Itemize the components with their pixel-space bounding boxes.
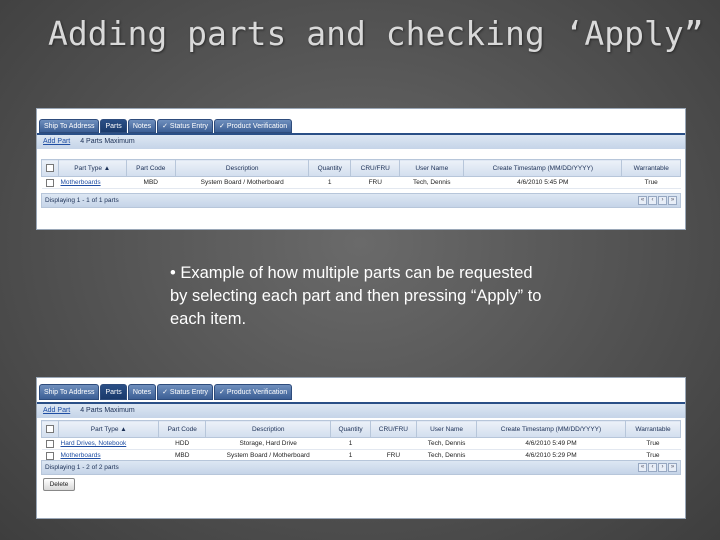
part-code: MBD [159,450,206,462]
part-code: HDD [159,438,206,450]
column-header[interactable]: User Name [400,160,464,177]
tab-product-verification[interactable]: ✓ Product Verification [214,119,292,133]
column-header[interactable]: Part Code [159,421,206,438]
row-checkbox[interactable] [46,440,54,448]
parts-screenshot-single [36,108,686,230]
part-timestamp: 4/6/2010 5:45 PM [464,177,622,189]
prev-page-icon[interactable]: ‹ [648,463,657,472]
tab-notes[interactable]: Notes [128,119,156,133]
next-page-icon[interactable]: › [658,196,667,205]
column-header[interactable]: CRU/FRU [370,421,416,438]
column-header[interactable]: Warrantable [622,160,681,177]
add-part-link[interactable]: Add Part [43,138,71,145]
row-checkbox-cell[interactable] [42,177,59,189]
part-quantity: 1 [331,450,370,462]
part-timestamp: 4/6/2010 5:29 PM [477,450,626,462]
parts-table [41,159,681,189]
tab-ship-to-address[interactable]: Ship To Address [39,119,99,133]
slide-title: Adding parts and checking ‘Apply” [48,14,704,53]
part-cru-fru [370,438,416,450]
tab-status-entry[interactable]: ✓ Status Entry [157,384,213,400]
table-row[interactable] [42,438,681,450]
part-timestamp: 4/6/2010 5:49 PM [477,438,626,450]
column-header[interactable]: Quantity [331,421,370,438]
paging-status: Displaying 1 - 2 of 2 parts [45,464,119,471]
pager [637,463,677,472]
tabs [39,119,293,133]
slide-caption: • Example of how multiple parts can be requested by selecting each part and then pressing “Apply” to each item. [170,264,542,328]
column-header[interactable]: Part Type ▲ [59,160,127,177]
part-warrantable: True [625,450,680,462]
paging-status: Displaying 1 - 1 of 1 parts [45,197,119,204]
row-checkbox[interactable] [46,452,54,460]
parts-limit-label: 4 Parts Maximum [80,138,135,145]
part-quantity: 1 [331,438,370,450]
column-header[interactable]: Create Timestamp (MM/DD/YYYY) [464,160,622,177]
part-user-name: Tech, Dennis [417,450,477,462]
table-row[interactable] [42,177,681,189]
row-checkbox-cell[interactable] [42,438,59,450]
add-part-link[interactable]: Add Part [43,407,71,414]
parts-table [41,420,681,462]
part-type-link[interactable]: Motherboards [59,450,159,462]
tab-bar [37,378,685,402]
first-page-icon[interactable]: « [638,196,647,205]
tab-bar [37,109,685,133]
prev-page-icon[interactable]: ‹ [648,196,657,205]
select-all-header[interactable] [42,160,59,177]
part-cru-fru: FRU [351,177,400,189]
parts-screenshot-multiple [36,377,686,519]
next-page-icon[interactable]: › [658,463,667,472]
tab-ship-to-address[interactable]: Ship To Address [39,384,99,400]
tab-parts[interactable]: Parts [100,119,126,133]
delete-button[interactable]: Delete [43,478,75,491]
column-header[interactable]: CRU/FRU [351,160,400,177]
parts-toolbar [37,133,685,149]
part-user-name: Tech, Dennis [417,438,477,450]
part-description: System Board / Motherboard [205,450,330,462]
column-header[interactable]: Part Type ▲ [59,421,159,438]
tab-status-entry[interactable]: ✓ Status Entry [157,119,213,133]
first-page-icon[interactable]: « [638,463,647,472]
row-checkbox[interactable] [46,179,54,187]
column-header[interactable]: Warrantable [625,421,680,438]
part-cru-fru: FRU [370,450,416,462]
parts-limit-label: 4 Parts Maximum [80,407,135,414]
table-header-row [42,160,681,177]
part-warrantable: True [622,177,681,189]
tabs [39,384,293,400]
part-user-name: Tech, Dennis [400,177,464,189]
part-warrantable: True [625,438,680,450]
last-page-icon[interactable]: » [668,463,677,472]
last-page-icon[interactable]: » [668,196,677,205]
part-type-link[interactable]: Hard Drives, Notebook [59,438,159,450]
part-quantity: 1 [309,177,351,189]
column-header[interactable]: Description [175,160,308,177]
select-all-checkbox[interactable] [46,425,54,433]
column-header[interactable]: Create Timestamp (MM/DD/YYYY) [477,421,626,438]
tab-product-verification[interactable]: ✓ Product Verification [214,384,292,400]
table-header-row [42,421,681,438]
part-description: System Board / Motherboard [175,177,308,189]
column-header[interactable]: Description [205,421,330,438]
tab-notes[interactable]: Notes [128,384,156,400]
part-description: Storage, Hard Drive [205,438,330,450]
select-all-checkbox[interactable] [46,164,54,172]
part-type-link[interactable]: Motherboards [59,177,127,189]
select-all-header[interactable] [42,421,59,438]
table-footer [41,460,681,475]
column-header[interactable]: Part Code [126,160,175,177]
column-header[interactable]: Quantity [309,160,351,177]
tab-parts[interactable]: Parts [100,384,126,400]
parts-toolbar [37,402,685,418]
part-code: MBD [126,177,175,189]
table-footer [41,193,681,208]
pager [637,196,677,205]
column-header[interactable]: User Name [417,421,477,438]
